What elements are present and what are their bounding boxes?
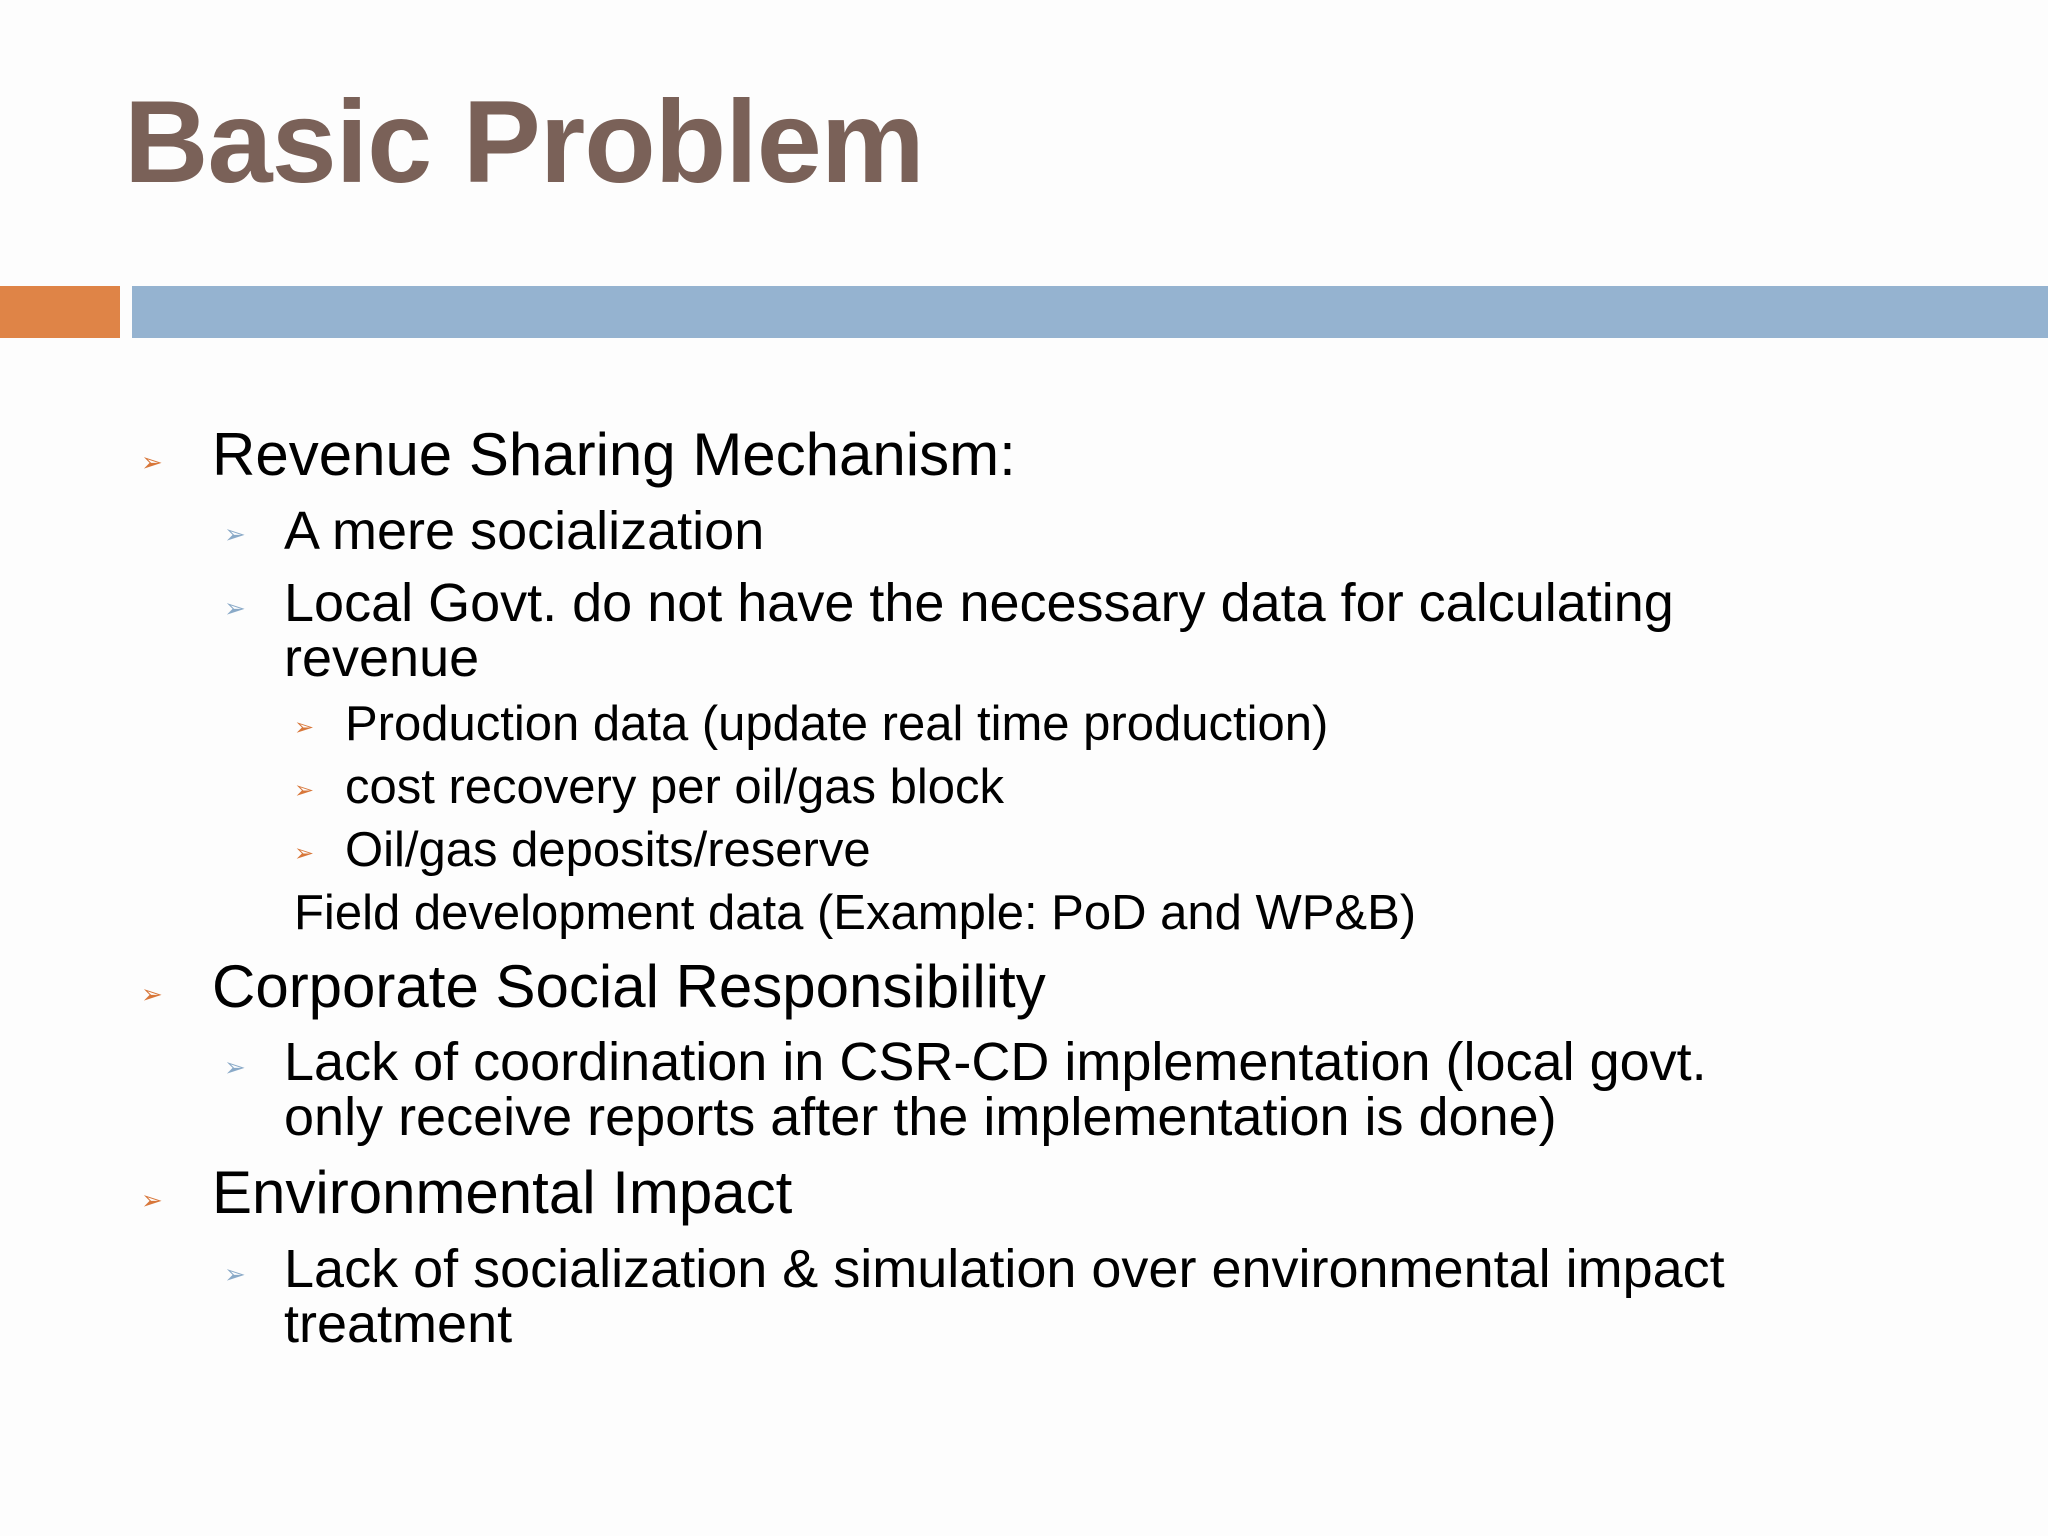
sub-sub-bullet-production-data: Production data (update real time production) [345,697,1329,751]
bullet-csr: Corporate Social Responsibility [212,953,1046,1020]
arrowhead-bullet-icon: ➢ [224,594,246,624]
sub-bullet-mere-socialization: A mere socialization [284,501,765,561]
sub-bullet-local-govt-data [284,573,1674,688]
line-2: only receive reports after the implementation is done) [284,1087,1557,1147]
arrowhead-bullet-icon: ➢ [224,520,246,550]
arrowhead-bullet-icon: ➢ [141,1186,163,1216]
sub-bullet-environmental-socialization [284,1239,1725,1354]
bullet-revenue-sharing: Revenue Sharing Mechanism: [212,421,1016,488]
line-2: treatment [284,1294,513,1354]
arrowhead-bullet-icon: ➢ [224,1260,246,1290]
arrowhead-bullet-icon: ➢ [141,980,163,1010]
sub-bullet-csr-coordination [284,1032,1707,1147]
line-1: Lack of socialization & simulation over environmental impact [284,1239,1725,1299]
sub-sub-bullet-cost-recovery: cost recovery per oil/gas block [345,760,1005,814]
sub-sub-bullet-oil-gas-deposits: Oil/gas deposits/reserve [345,823,871,877]
arrowhead-bullet-icon: ➢ [141,448,163,478]
arrowhead-bullet-icon: ➢ [294,713,315,741]
arrowhead-bullet-icon: ➢ [224,1053,246,1083]
bullet-environmental-impact: Environmental Impact [212,1159,793,1226]
slide-title: Basic Problem [124,76,924,207]
sub-sub-bullet-field-development: Field development data (Example: PoD and WP&B) [294,886,1417,940]
arrowhead-bullet-icon: ➢ [294,839,315,867]
arrowhead-bullet-icon: ➢ [294,776,315,804]
line-1: Local Govt. do not have the necessary data for calculating [284,573,1674,633]
line-1: Lack of coordination in CSR-CD implementation (local govt. [284,1032,1707,1092]
line-2: revenue [284,628,480,688]
